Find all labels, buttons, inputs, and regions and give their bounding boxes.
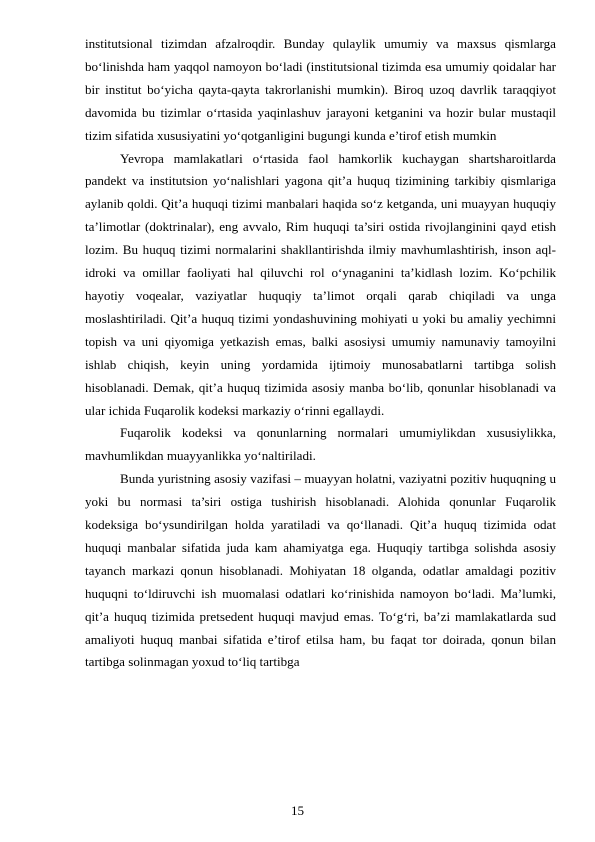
page-number: 15 <box>290 803 305 818</box>
paragraph-4: Bunda yuristning asosiy vazifasi – muayyan holatni, vaziyatni pozitiv huquqning u yoki bu normasi ta’siri ostiga tushirish hisoblanadi. Alohida qonunlar Fuqarolik kodeksiga bo‘ysundirilgan holda yaratiladi va qo‘llanadi. Qit’a huquq tizimida odat huquqi manbalar sifatida juda kam ahamiyatga ega. Huquqiy tartibga solishda asosiy tayanch markazi qonun hisoblanadi. Mohiyatan 18 olganda, odatlar amaldagi pozitiv huquqni to‘ldiruvchi ish muomalasi odatlari ko‘rinishida namoyon bo‘ladi. Ma’lumki, qit’a huquq tizimida pretsedent huquqi mavjud emas. To‘g‘ri, ba’zi mamlakatlarda sud amaliyoti huquq manbai sifatida e’tirof etilsa ham, bu faqat tor doirada, qonun bilan tartibga solinmagan yoxud to‘liq tartibga <box>85 471 556 670</box>
document-body <box>85 33 556 674</box>
paragraph-2: Yevropa mamlakatlari o‘rtasida faol hamkorlik kuchaygan shartsharoitlarda pandekt va institutsion yo‘nalishlari yagona qit’a huquq tizimining tarkibiy qismlariga aylanib qoldi. Qit’a huquqi tizimi manbalari haqida so‘z ketganda, uni muayyan huquqiy ta’limotlar (doktrinalar), eng avvalo, Rim huquqi ta’siri ostida rivojlanginini qayd etish lozim. Bu huquq tizimi normalarini shakllantirishda ilmiy mavhumlashtirish, inson aql-idroki va omillar faoliyati hal qiluvchi rol o‘ynaganini ta’kidlash lozim. Ko‘pchilik hayotiy voqealar, vaziyatlar huquqiy ta’limot orqali qarab chiqiladi va unga moslashtiriladi. Qit’a huquq tizimi yondashuvining mohiyati u yoki bu amaliy yechimni topish va uni qiyomiga yetkazish emas, balki asosiysi umumiy namunaviy tamoyilni ishlab chiqish, keyin uning yordamida ijtimoiy munosabatlarni tartibga solish hisoblanadi. Demak, qit’a huquq tizimida asosiy manba bo‘lib, qonunlar hisoblanadi va ular ichida Fuqarolik kodeksi markaziy o‘rinni egallaydi. <box>85 150 556 418</box>
paragraph-3: Fuqarolik kodeksi va qonunlarning normalari umumiylikdan xususiylikka, mavhumlikdan muayyanlikka yo‘naltiriladi. <box>85 425 556 464</box>
paragraph-1: institutsional tizimdan afzalroqdir. Bunday qulaylik umumiy va maxsus qismlarga bo‘linishda ham yaqqol namoyon bo‘ladi (institutsional tizimda esa umumiy qoidalar har bir institut bo‘yicha qayta-qayta takrorlanishi mumkin). Biroq uzoq davrlik taraqqiyot davomida bu tizimlar o‘rtasida yaqinlashuv jarayoni ketganini va hozir bular mustaqil tizim sifatida xususiyatini yo‘qotganligini bugungi kunda e’tirof etish mumkin <box>85 36 556 143</box>
